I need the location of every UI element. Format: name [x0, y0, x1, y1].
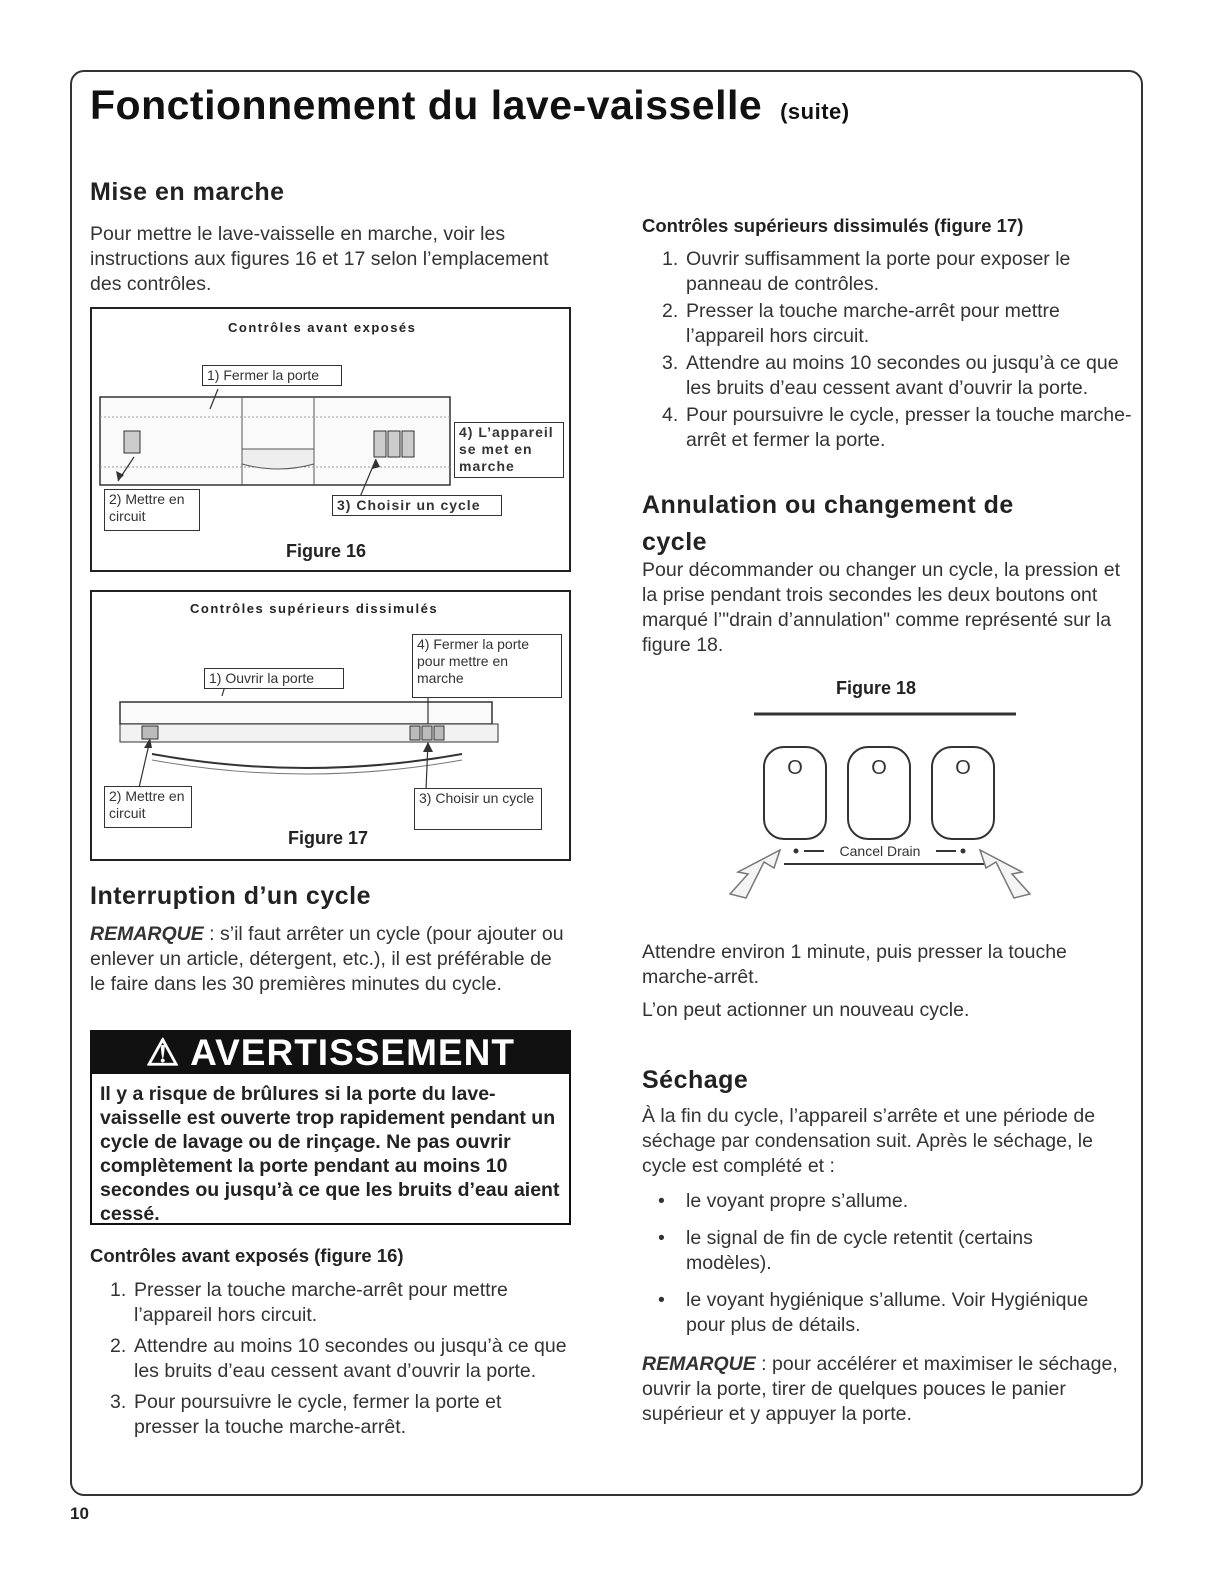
figure-16: [90, 307, 571, 572]
mise-en-marche-text: Pour mettre le lave-vaisselle en marche, voir les instructions aux figures 16 et 17 selon l’emplacement des contrôles.: [90, 223, 549, 295]
figure-17-title: Contrôles supérieurs dissimulés: [190, 601, 439, 616]
list-item: 1. Ouvrir suffisamment la porte pour exposer le panneau de contrôles.: [662, 248, 1071, 295]
page-title-suffix: (suite): [780, 99, 850, 124]
figure-16-callout-1: 1) Fermer la porte: [202, 365, 342, 386]
sechage-note-label: REMARQUE: [642, 1353, 756, 1375]
cancel-button-symbol: O: [787, 757, 803, 779]
figure-17-callout-3: 3) Choisir un cycle: [414, 788, 542, 830]
figure-16-callout-3: 3) Choisir un cycle: [332, 495, 502, 516]
list-item: 2. Presser la touche marche-arrêt pour mettre l’appareil hors circuit.: [662, 300, 1060, 347]
drain-button-symbol: O: [871, 757, 887, 779]
page-title: [90, 82, 850, 129]
list-item: 4. Pour poursuivre le cycle, presser la touche marche-arrêt et fermer la porte.: [662, 404, 1132, 451]
controles-superieurs-list: [642, 247, 1132, 455]
cancel-drain-label: Cancel Drain: [839, 843, 921, 859]
list-item: 2. Attendre au moins 10 secondes ou jusqu’à ce que les bruits d’eau cessent avant d’ouvrir la porte.: [110, 1335, 567, 1382]
figure-17-caption: Figure 17: [288, 828, 369, 848]
interruption-note: [90, 922, 572, 997]
heading-interruption: Interruption d’un cycle: [90, 882, 371, 910]
sechage-note-text: : pour accélérer et maximiser le séchage, ouvrir la porte, tirer de quelques pouces le panier supérieur et y appuyer la porte.: [642, 1353, 1118, 1425]
controles-avant-list: [90, 1278, 570, 1446]
warning-box: [90, 1030, 571, 1225]
after-figure-18-text-2: L’on peut actionner un nouveau cycle.: [642, 999, 970, 1021]
warning-text: Il y a risque de brûlures si la porte du lave-vaisselle est ouverte trop rapidement pendant un cycle de lavage ou de rinçage. Ne pas ouvrir complètement la porte pendant au moins 10 secondes ou jusqu’à ce que les bruits d’eau aient cessé.: [100, 1083, 560, 1225]
figure-17-callout-2: 2) Mettre en circuit: [104, 786, 192, 828]
figure-18-caption: Figure 18: [836, 678, 917, 698]
heading-controles-avant: Contrôles avant exposés (figure 16): [90, 1245, 404, 1266]
figure-17-callout-4: 4) Fermer la porte pour mettre en marche: [412, 634, 562, 698]
list-item: • le signal de fin de cycle retentit (certains modèles).: [658, 1227, 1033, 1274]
sechage-bullet-list: [642, 1189, 1122, 1350]
sechage-note: [642, 1352, 1122, 1427]
heading-controles-superieurs: Contrôles supérieurs dissimulés (figure 17): [642, 215, 1024, 236]
heading-mise-en-marche: Mise en marche: [90, 178, 285, 206]
list-item: • le voyant hygiénique s’allume. Voir Hygiénique pour plus de détails.: [658, 1289, 1089, 1336]
warning-title: AVERTISSEMENT: [190, 1032, 515, 1073]
third-button-symbol: O: [955, 757, 971, 779]
figure-16-callout-2: 2) Mettre en circuit: [104, 489, 200, 531]
heading-annulation: Annulation ou changement de cycle: [642, 491, 1014, 556]
page-number: 10: [70, 1504, 89, 1523]
figure-17: [90, 590, 571, 861]
list-item: 1. Presser la touche marche-arrêt pour mettre l’appareil hors circuit.: [110, 1279, 508, 1326]
warning-triangle-icon: ⚠: [146, 1032, 181, 1073]
figure-18: [700, 712, 1060, 912]
figure-16-callout-4: 4) L’appareil se met en marche: [454, 422, 564, 478]
figure-17-callout-1: 1) Ouvrir la porte: [204, 668, 344, 689]
list-item: 3. Pour poursuivre le cycle, fermer la porte et presser la touche marche-arrêt.: [110, 1391, 502, 1438]
interruption-note-text: : s’il faut arrêter un cycle (pour ajouter ou enlever un article, détergent, etc.), il est préférable de le faire dans les 30 premières minutes du cycle.: [90, 923, 564, 995]
figure-16-caption: Figure 16: [286, 541, 367, 561]
list-item: 3. Attendre au moins 10 secondes ou jusqu’à ce que les bruits d’eau cessent avant d’ouvrir la porte.: [662, 352, 1119, 399]
annulation-text: Pour décommander ou changer un cycle, la pression et la prise pendant trois secondes les deux boutons ont marqué l’"drain d’annulation" comme représenté sur la figure 18.: [642, 559, 1121, 656]
heading-sechage: Séchage: [642, 1066, 749, 1094]
after-figure-18-text-1: Attendre environ 1 minute, puis presser la touche marche-arrêt.: [642, 941, 1067, 988]
list-item: • le voyant propre s’allume.: [658, 1190, 909, 1212]
interruption-note-label: REMARQUE: [90, 923, 204, 945]
figure-16-title: Contrôles avant exposés: [228, 320, 417, 335]
page-title-text: Fonctionnement du lave-vaisselle: [90, 82, 763, 128]
warning-header: [92, 1032, 569, 1074]
sechage-text: À la fin du cycle, l’appareil s’arrête et une période de séchage par condensation suit. Après le séchage, le cycle est complété et :: [642, 1105, 1096, 1177]
